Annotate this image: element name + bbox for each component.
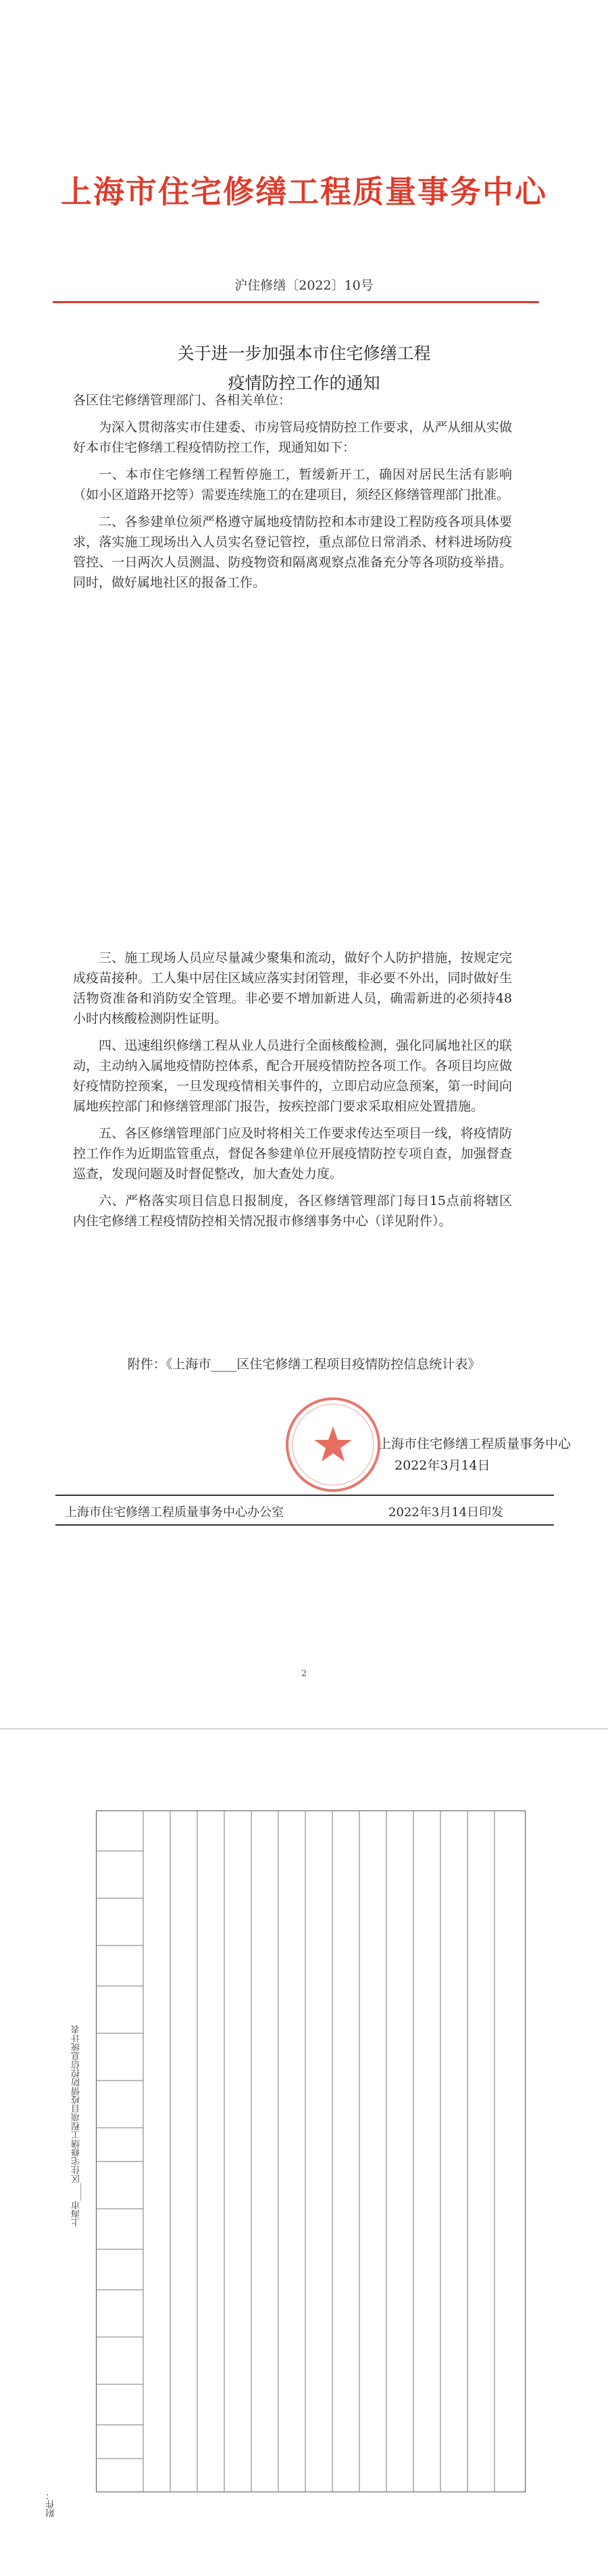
paragraph-intro: 为深入贯彻落实市住建委、市房管局疫情防控工作要求，从严从细从实做好本市住宅修缮工程疫情防控工作，现通知如下： xyxy=(73,420,512,455)
official-seal-stamp xyxy=(282,1394,384,1495)
footer-bottom-rule xyxy=(55,1524,554,1526)
table-title: 上海市____区住宅修缮工程项目疫情防控信息统计表 xyxy=(72,2025,82,2227)
footer-issuing-office: 上海市住宅修缮工程质量事务中心办公室 xyxy=(65,1505,284,1520)
notice-body-part-1 xyxy=(73,390,512,599)
statistics-table-grid xyxy=(96,1810,526,2492)
paragraph-item-6: 六、严格落实项目信息日报制度，各区修缮管理部门每日15点前将辖区内住宅修缮工程疫情防控相关情况报市修缮事务中心（详见附件）。 xyxy=(73,1193,512,1229)
notice-title-line-1: 关于进一步加强本市住宅修缮工程 xyxy=(177,344,431,363)
footer-print-date: 2022年3月14日印发 xyxy=(388,1505,504,1520)
document-number: 沪住修缮〔2022〕10号 xyxy=(234,278,374,293)
page-separator xyxy=(0,1728,608,1729)
footer-top-rule xyxy=(55,1495,554,1496)
signature-organization: 上海市住宅修缮工程质量事务中心 xyxy=(378,1437,572,1451)
paragraph-item-3: 三、施工现场人员应尽量减少聚集和流动，做好个人防护措施，按规定完成疫苗接种。工人集中居住区域应落实封闭管理，非必要不外出，同时做好生活物资准备和消防安全管理。非必要不增加新进人员，确需新进的必须持48小时内核酸检测阴性证明。 xyxy=(73,950,512,1026)
paragraph-item-1: 一、本市住宅修缮工程暂停施工，暂缓新开工，确因对居民生活有影响（如小区道路开挖等）需要连续施工的在建项目，须经区修缮管理部门批准。 xyxy=(73,467,512,502)
paragraph-item-5: 五、各区修缮管理部门应及时将相关工作要求传达至项目一线，将疫情防控工作作为近期监管重点，督促各参建单位开展疫情防控专项自查，加强督查巡查，发现问题及时督促整改，加大查处力度。 xyxy=(73,1126,512,1181)
paragraph-item-4: 四、迅速组织修缮工程从业人员进行全面核酸检测，强化同属地社区的联动，主动纳入属地疫情防控体系，配合开展疫情防控各项工作。各项目均应做好疫情防控预案，一旦发现疫情相关事件的，立即启动应急预案，第一时间向属地疾控部门和修缮管理部门报告，按疾控部门要求采取相应处置措施。 xyxy=(73,1038,512,1114)
notice-title xyxy=(0,339,608,398)
red-divider-line xyxy=(53,301,539,303)
attachment-reference: 附件：《上海市____区住宅修缮工程项目疫情防控信息统计表》 xyxy=(127,1357,481,1372)
letterhead-title: 上海市住宅修缮工程质量事务中心 xyxy=(61,173,547,210)
page-number: 2 xyxy=(301,1669,307,1679)
notice-body-part-2 xyxy=(73,948,512,1238)
statistics-table xyxy=(96,1810,526,2492)
notice-title-line-2: 疫情防控工作的通知 xyxy=(228,373,380,393)
paragraph-item-2: 二、各参建单位须严格遵守属地疫情防控和本市建设工程防疫各项具体要求，落实施工现场出入人员实名登记管控，重点部位日常消杀、材料进场防疫管控、一日两次人员测温、防疫物资和隔离观察点准备充分等各项防疫举措。同时，做好属地社区的报备工作。 xyxy=(73,514,512,590)
table-attachment-label: 附件： xyxy=(46,2491,56,2517)
signature-date: 2022年3月14日 xyxy=(395,1458,490,1473)
salutation: 各区住宅修缮管理部门、各相关单位： xyxy=(73,393,292,408)
